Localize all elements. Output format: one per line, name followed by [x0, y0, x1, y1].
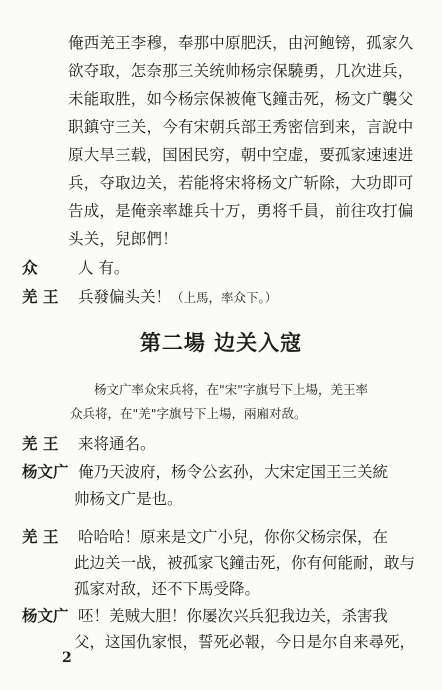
paragraph-line: 头关，兒郎們！: [68, 230, 178, 248]
speaker-label: 羌 王: [22, 527, 59, 546]
paragraph-line: 兵，夺取边关，若能将宋将杨文广斩除，大功即可: [68, 174, 414, 192]
dialog-line: 人 有。: [78, 259, 130, 277]
stage-note: （上馬，率众下。）: [171, 290, 278, 305]
dialog-line: 父，这国仇家恨，誓死必報，今日是尔自来尋死，: [74, 633, 416, 651]
dialog-line: 呸！羌贼大胆！你屡次兴兵犯我边关，杀害我: [78, 607, 389, 625]
dialog-line: [78, 287, 277, 308]
dialog-line: 帅杨文广是也。: [74, 490, 183, 508]
speaker-label: 众: [22, 258, 38, 277]
speaker-label: 羌 王: [22, 434, 59, 453]
paragraph-line: 俺西羌王李穆，奉那中原肥沃，由河鲍镑，孤家久: [68, 34, 414, 52]
dialog-line: 此边关一战，被孤家飞鐘击死，你有何能耐，敢与: [74, 554, 416, 572]
dialog-line: 孤家对敌，还不下馬受降。: [74, 580, 261, 598]
paragraph-line: 职鎮守三关，今有宋朝兵部王秀密信到来，言說中: [68, 118, 414, 136]
dialog-line: 来将通名。: [78, 435, 156, 453]
scene-title: 第二場 边关入寇: [139, 330, 303, 355]
paragraph-line: 欲夺取，怎奈那三关统帅杨宗保驍勇，几次进兵，: [68, 62, 414, 80]
dialog-text: 兵發偏头关！: [78, 288, 172, 306]
speaker-label: 杨文广: [22, 606, 69, 625]
stage-direction-line: 众兵将，在"羌"字旗号下上場，兩廂对敌。: [70, 406, 307, 421]
dialog-line: 俺乃天波府，杨令公玄孙，大宋定国王三关統: [78, 463, 389, 481]
speaker-label: 杨文广: [22, 462, 69, 481]
paragraph-line: 原大旱三载，国困民穷，朝中空虚，要孤家速速进: [68, 146, 414, 164]
stage-direction-line: 杨文广率众宋兵将，在"宋"字旗号下上場，羌王率: [94, 382, 368, 397]
page-number: 2: [62, 650, 72, 666]
speaker-label: 羌 王: [22, 287, 59, 306]
paragraph-line: 未能取胜，如今杨宗保被俺飞鐘击死，杨文广襲父: [68, 90, 414, 108]
paragraph-line: 告成，是俺亲率雄兵十万，勇将千員，前往攻打偏: [68, 202, 414, 220]
dialog-line: 哈哈哈！原来是文广小兒，你你父杨宗保，在: [78, 528, 389, 546]
